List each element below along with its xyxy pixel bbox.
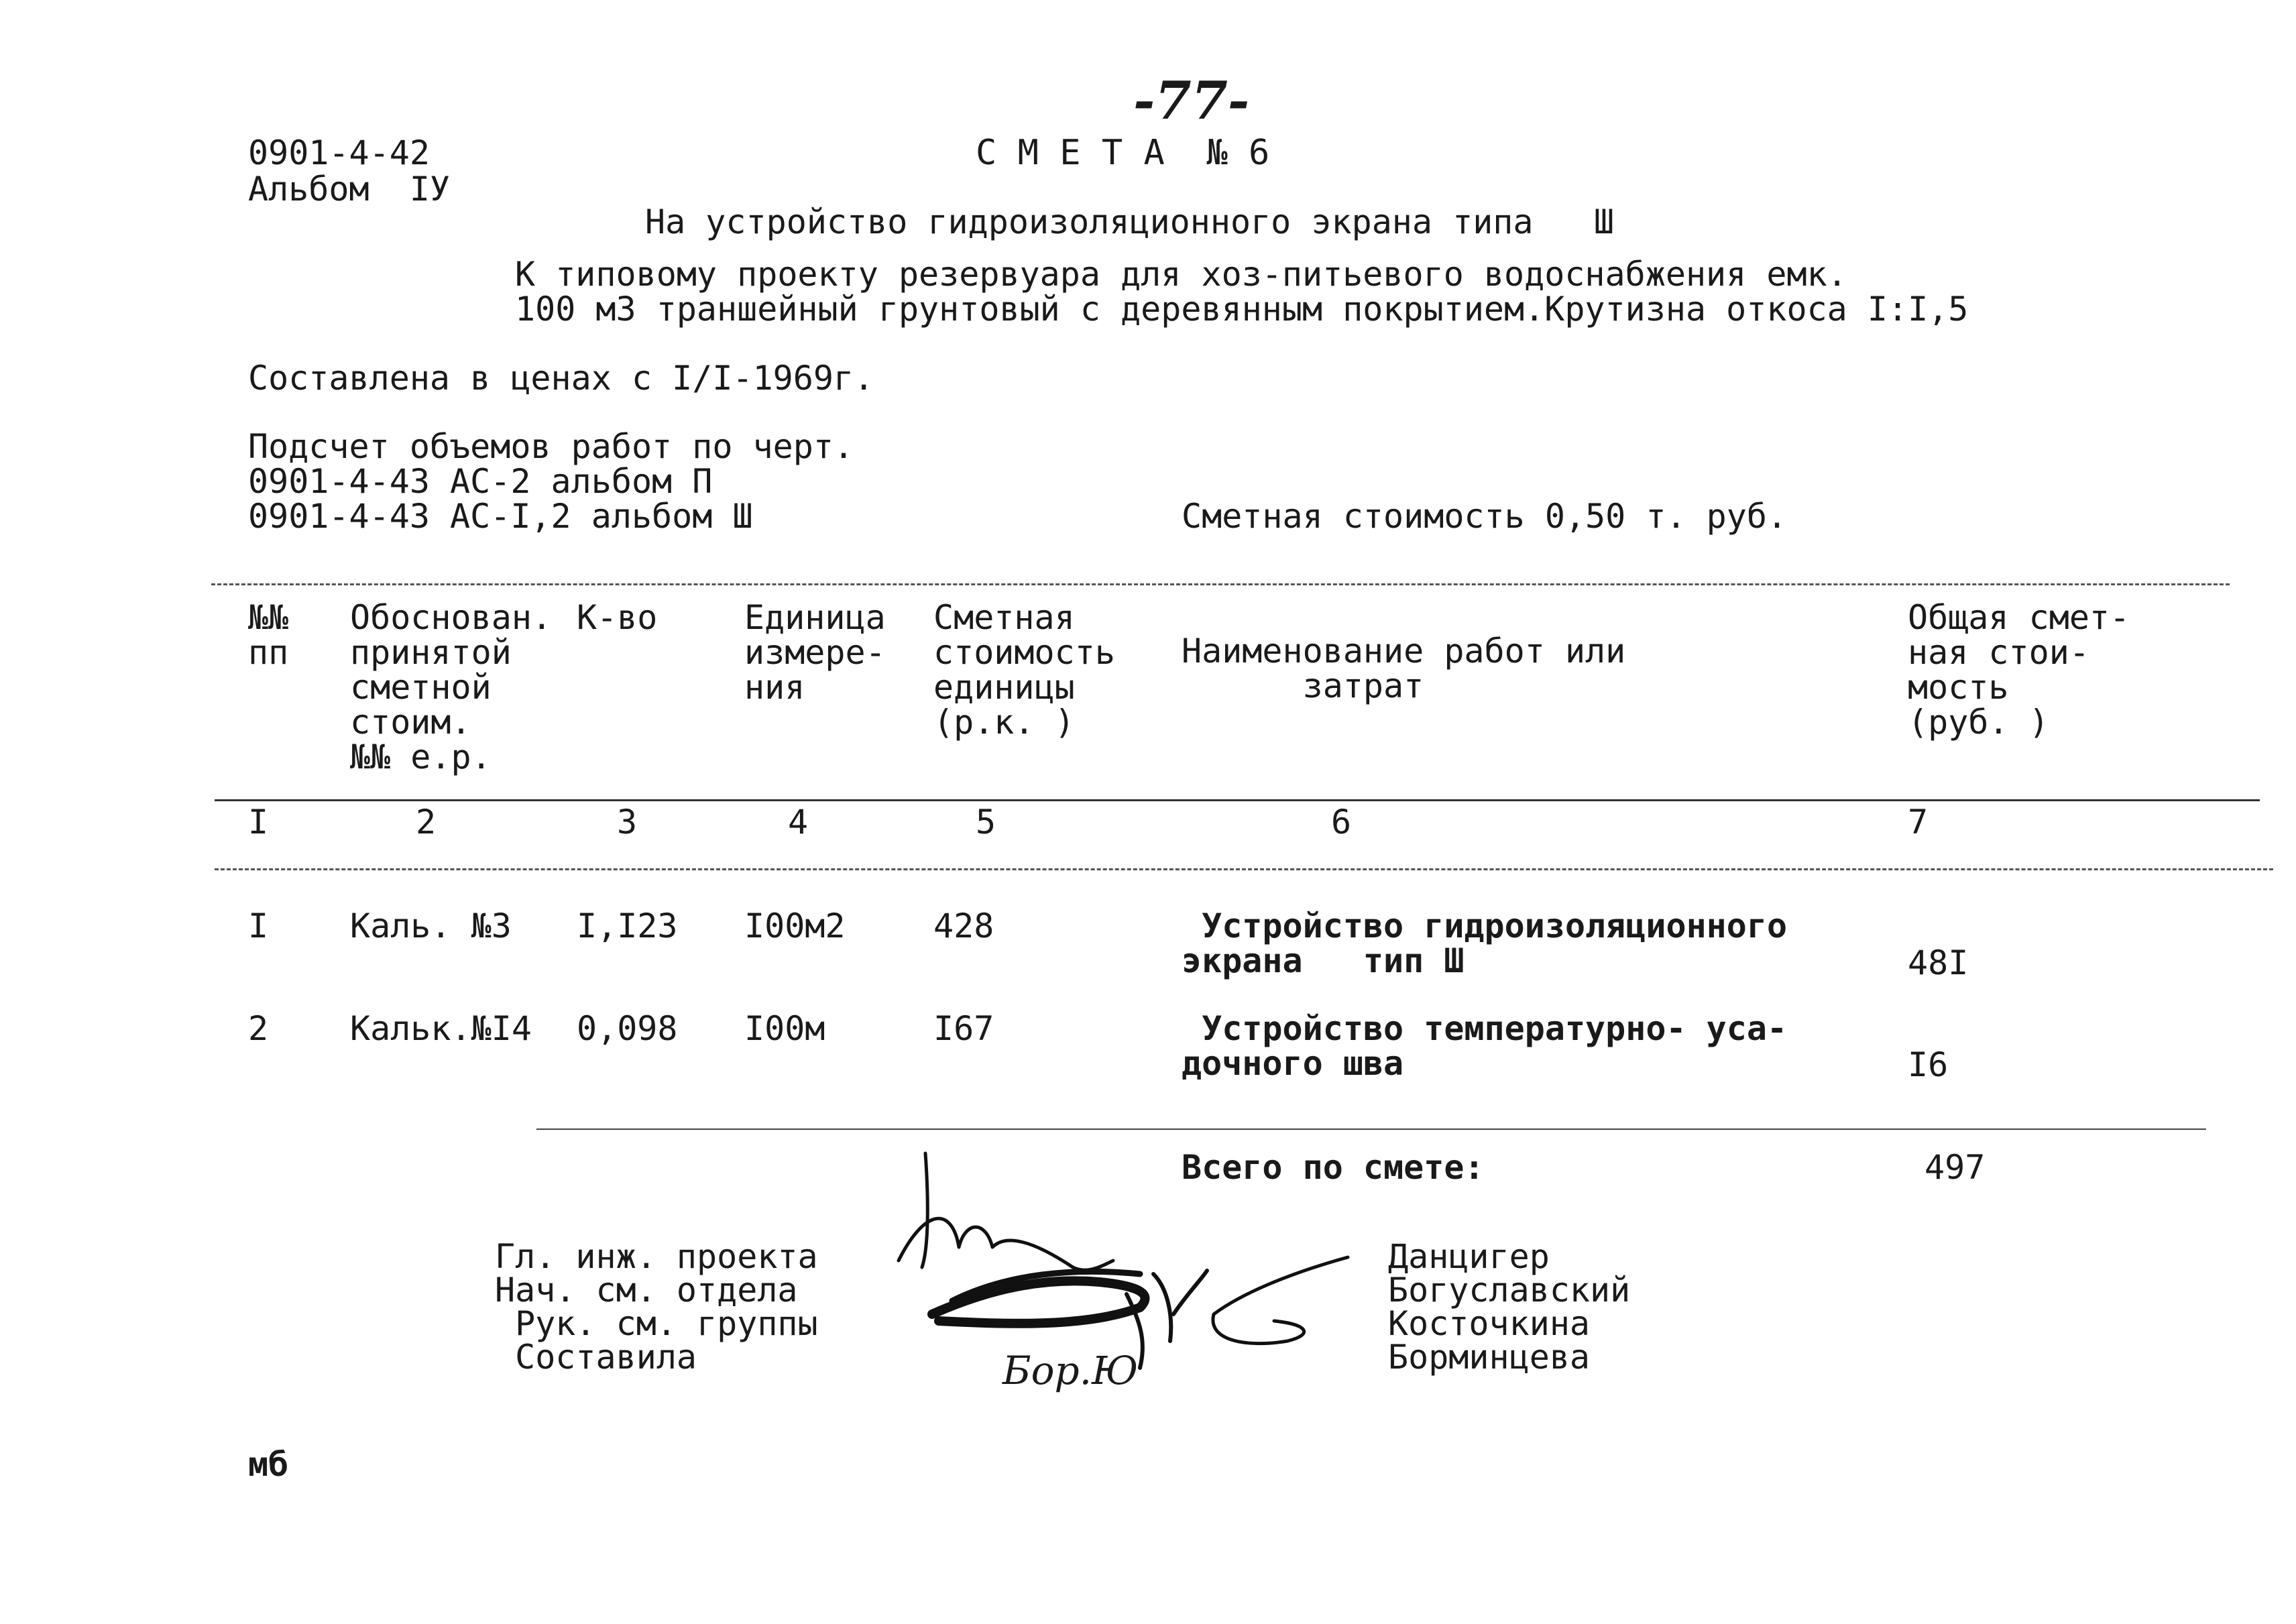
sign-role-compiler: Составила: [495, 1338, 697, 1377]
sign-role-dept-head: Нач. см. отдела: [495, 1271, 798, 1310]
row-unit: I00м2: [744, 907, 846, 945]
header-total: Общая смет- ная стои- мость (руб. ): [1908, 598, 2130, 742]
sign-name-3: Косточкина: [1388, 1304, 1591, 1343]
estimate-cost: Сметная стоимость 0,50 т. руб.: [1182, 497, 1788, 536]
colnum-7: 7: [1908, 803, 1929, 842]
row-total: I6: [1908, 1045, 1949, 1084]
row-work-name: Устройство гидроизоляционного экрана тип Ш: [1182, 907, 1788, 980]
colnum-3: 3: [617, 803, 638, 842]
count-line-3: 0901-4-43 АС-I,2 альбом Ш: [248, 497, 753, 536]
album-label: Альбом IУ: [248, 170, 451, 209]
colnum-5: 5: [976, 803, 996, 842]
sign-name-4: Борминцева: [1388, 1338, 1591, 1377]
header-unit-cost: Сметная стоимость единицы (р.к. ): [933, 598, 1115, 742]
colnum-6: 6: [1331, 803, 1352, 842]
row-num: 2: [248, 1009, 269, 1048]
header-num: №№ пп: [248, 598, 289, 672]
colnum-4: 4: [788, 803, 809, 842]
header-basis: Обоснован. принятой сметной стоим. №№ е.р.: [350, 598, 553, 776]
footer-mark: мб: [248, 1445, 289, 1484]
header-work-name: Наименование работ или затрат: [1182, 632, 1626, 705]
row-num: I: [248, 907, 269, 945]
row-basis: Кальк.№I4: [350, 1009, 532, 1048]
row-unit: I00м: [744, 1009, 825, 1048]
row-unit-cost: I67: [933, 1009, 994, 1048]
count-line-2: 0901-4-43 АС-2 альбом П: [248, 462, 713, 501]
doc-code: 0901-4-42: [248, 133, 430, 172]
header-unit: Единица измере- ния: [744, 598, 886, 707]
document-title: С М Е Т А № 6: [976, 133, 1270, 173]
total-label: Всего по смете:: [1182, 1148, 1485, 1187]
document-subtitle: На устройство гидроизоляционного экрана типа Ш: [645, 202, 1614, 241]
prices-line: Составлена в ценах с I/I-1969г.: [248, 359, 874, 398]
sign-name-1: Данцигер: [1388, 1237, 1550, 1276]
total-value: 497: [1925, 1148, 1986, 1187]
header-qty: К-во: [577, 598, 658, 637]
row-basis: Каль. №3: [350, 907, 512, 945]
colnum-2: 2: [416, 803, 437, 842]
handwritten-note: Бор.Ю: [1002, 1348, 1139, 1393]
row-total: 48I: [1908, 943, 1969, 982]
project-line-2: 100 м3 траншейный грунтовый с деревянным покрытием.Крутизна откоса I:I,5: [515, 290, 1969, 329]
count-line-1: Подсчет объемов работ по черт.: [248, 427, 854, 466]
colnum-1: I: [248, 803, 269, 842]
row-work-name: Устройство температурно- уса- дочного шва: [1182, 1009, 1788, 1083]
row-qty: 0,098: [577, 1009, 678, 1048]
row-qty: I,I23: [577, 907, 678, 945]
sign-role-chief-engineer: Гл. инж. проекта: [495, 1237, 818, 1276]
page-number: -77-: [1133, 70, 1250, 131]
row-unit-cost: 428: [933, 907, 994, 945]
sign-role-group-lead: Рук. см. группы: [495, 1304, 818, 1343]
project-line-1: К типовому проекту резервуара для хоз-питьевого водоснабжения емк.: [515, 255, 1847, 294]
sign-name-2: Богуславский: [1388, 1271, 1631, 1310]
